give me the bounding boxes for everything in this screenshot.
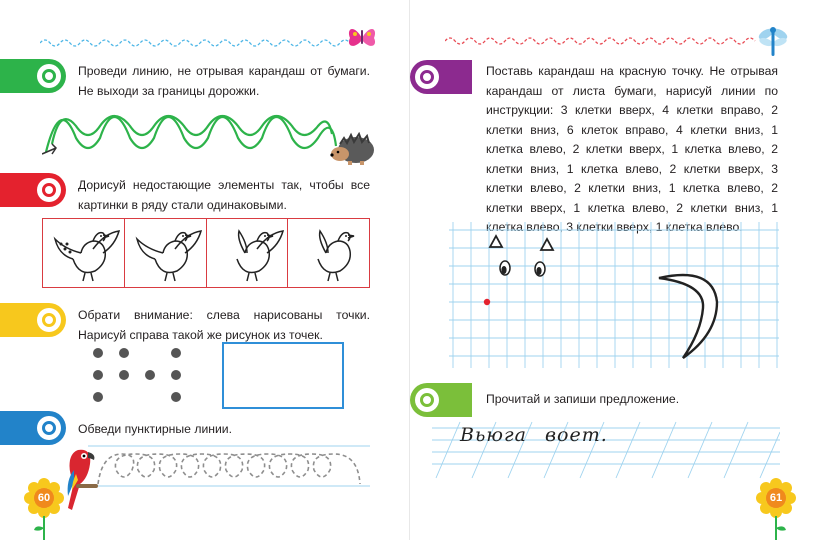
task-text-grid-instructions: Поставь карандаш на красную точку. Не отрывая карандаш от листа бумаги, нарисуй линии по инструкции: 3 клетки вверх, 4 клетки вправо, 2 клетки вниз, 6 клеток вправо, 4 клетки вниз, 1 клетка влево, 2 клетки вверх, 1 клетка влево, 2 клетки вниз, 1 клетка влево, 2 клетки вверх, 3 клетки влево, 2 клетки вниз, 1 клетка влево, 2 клетки вверх, 1 клетка влево, 2 клетки вниз, 1 клетка влево, 3 клетки вверх, 1 клетка влево. — [486, 64, 778, 234]
pattern-dot — [171, 392, 181, 402]
task-text-draw-line: Проведи линию, не отрывая карандаш от бумаги. Не выходи за границы дорожки. — [78, 64, 370, 98]
parrot-icon — [60, 440, 100, 512]
flower-stem-right — [766, 516, 786, 540]
pattern-dot — [119, 370, 129, 380]
bird-cell-2 — [125, 219, 207, 287]
track-path-exercise[interactable] — [42, 104, 342, 166]
handwriting-sample-word-2: воет. — [545, 424, 608, 446]
pattern-dot — [119, 348, 129, 358]
task-marker-blue — [0, 411, 66, 445]
bird-cell-1 — [43, 219, 125, 287]
flower-stem-left — [34, 516, 54, 540]
page-number-text: 60 — [37, 492, 51, 504]
page-number-left — [24, 478, 64, 518]
task-marker-lightgreen — [410, 383, 472, 417]
bird-drawing-missing-wing — [207, 219, 289, 287]
hedgehog-icon — [330, 132, 376, 166]
bird-drawing-complete — [43, 219, 125, 287]
task-marker-purple — [410, 60, 472, 94]
graph-paper-grid[interactable] — [449, 222, 779, 368]
task-marker-red — [0, 173, 66, 207]
handwriting-sample-word-1: Вьюга — [460, 424, 527, 446]
task-text-trace-dotted: Обведи пунктирные линии. — [78, 422, 232, 436]
task-text-dot-pattern: Обрати внимание: слева нарисованы точки. Нарисуй справа такой же рисунок из точек. — [78, 308, 370, 342]
pattern-dot — [93, 348, 103, 358]
dot-pattern-answer-box[interactable] — [222, 342, 344, 409]
task-marker-yellow — [0, 303, 66, 337]
page-number-right — [756, 478, 796, 518]
task-text-complete-pictures: Дорисуй недостающие элементы так, чтобы все картинки в ряду стали одинаковыми. — [78, 178, 370, 212]
pattern-dot — [171, 348, 181, 358]
bird-pictures-frame — [42, 218, 370, 288]
pattern-dot — [93, 370, 103, 380]
wavy-border-right — [445, 34, 763, 48]
butterfly-icon — [346, 22, 378, 54]
dragonfly-icon — [756, 24, 790, 58]
wavy-border-left — [40, 36, 350, 50]
task-text-read-write: Прочитай и запиши предложение. — [486, 392, 680, 406]
bird-drawing-missing-spots — [125, 219, 207, 287]
bird-cell-4 — [288, 219, 369, 287]
bird-cell-3 — [207, 219, 289, 287]
page-number-text: 61 — [769, 492, 783, 504]
pattern-dot — [171, 370, 181, 380]
task-marker-green — [0, 59, 66, 93]
pattern-dot — [145, 370, 155, 380]
dot-pattern-sample — [89, 344, 189, 408]
bird-drawing-missing-wings — [288, 219, 370, 287]
dotted-loops-tracing[interactable] — [88, 440, 370, 492]
pattern-dot — [93, 392, 103, 402]
